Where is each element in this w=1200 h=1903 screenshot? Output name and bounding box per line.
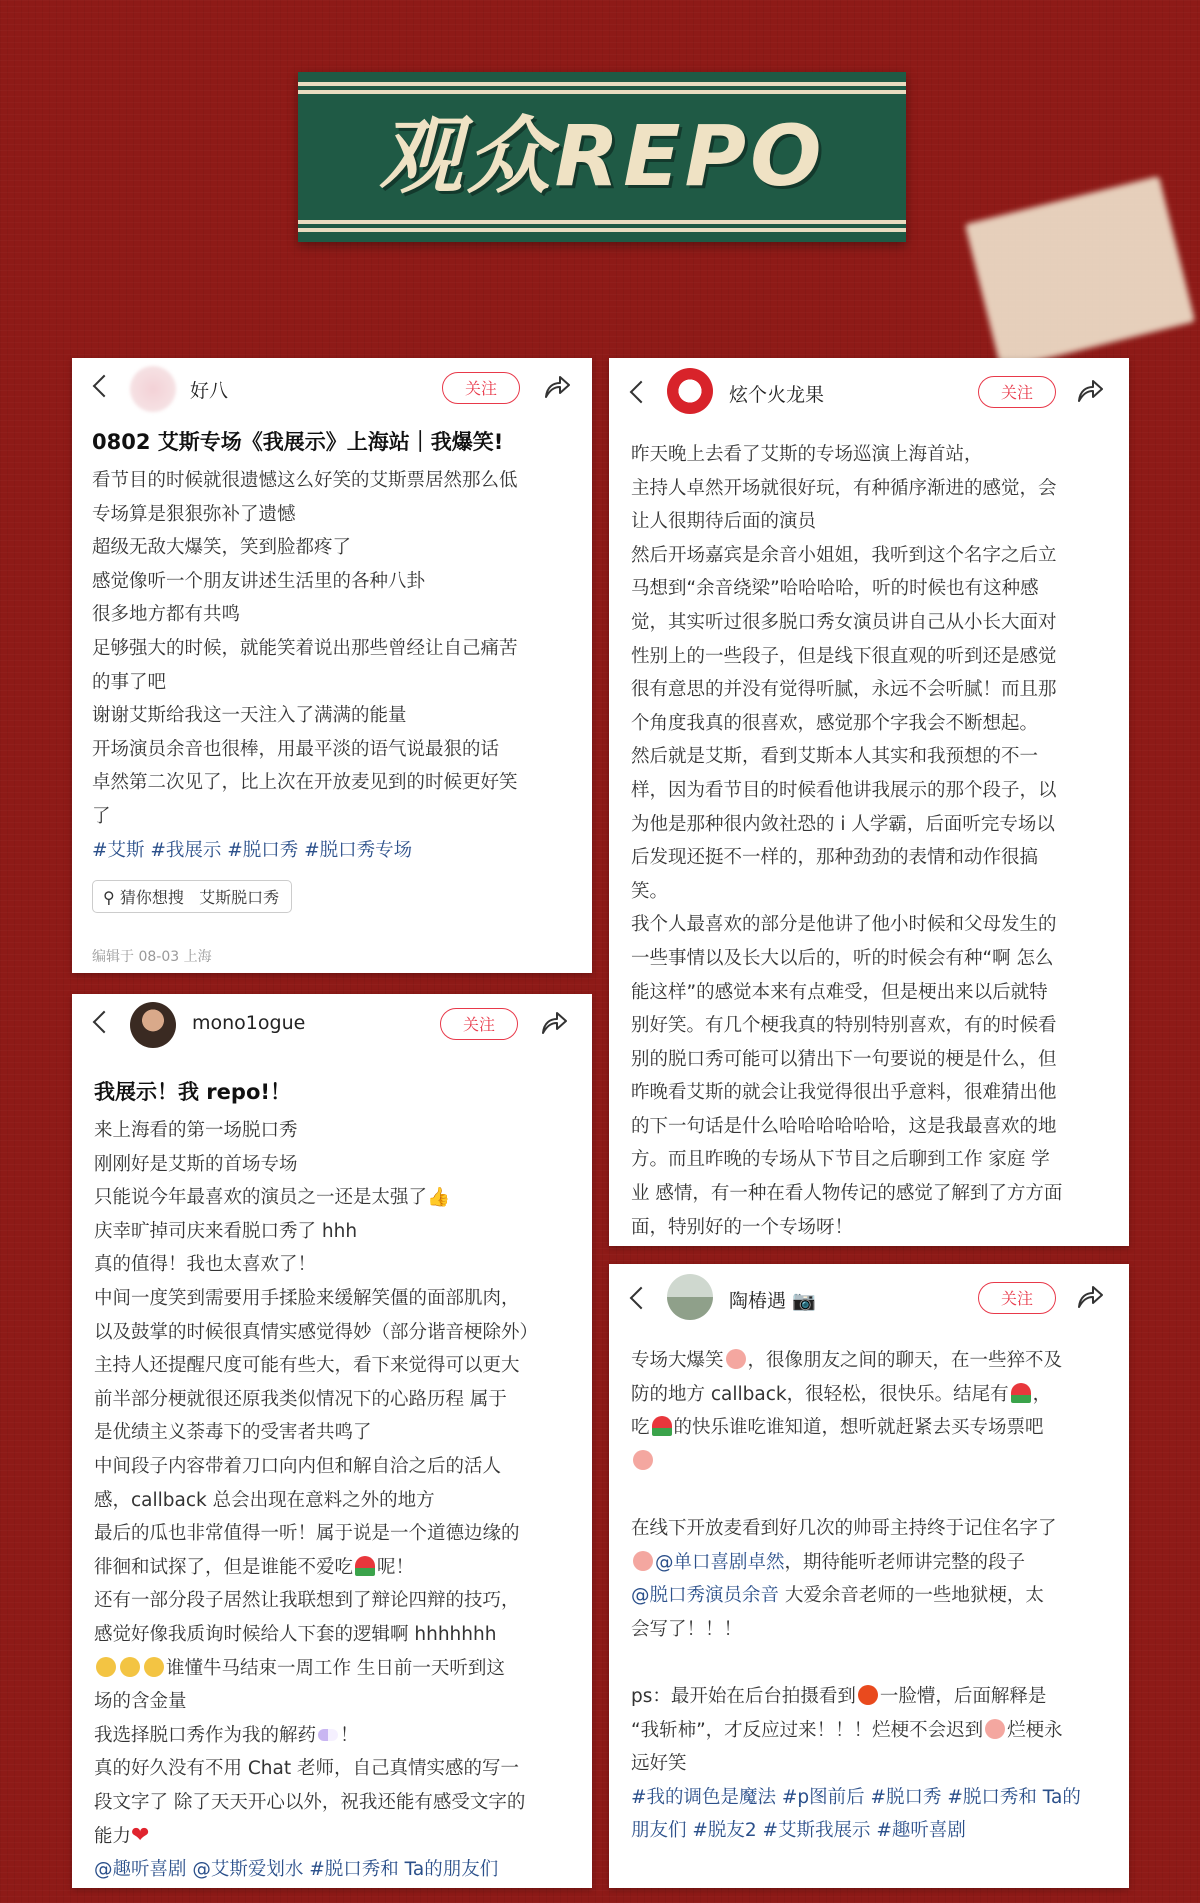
- avatar[interactable]: [667, 368, 713, 414]
- body-line: 在线下开放麦看到好几次的帅哥主持终于记住名字了: [631, 1517, 1057, 1539]
- body-line: 以及鼓掌的时候很真情实感觉得妙（部分谐音梗除外）: [94, 1321, 539, 1343]
- body-line: [631, 1445, 1081, 1479]
- body-line: 真的好久没有不用 Chat 老师，自己真情实感的写一: [94, 1758, 519, 1780]
- back-icon[interactable]: [93, 1011, 116, 1034]
- body-line: 谢谢艾斯给我这一天注入了满满的能量: [92, 705, 407, 727]
- post-card-3: [609, 358, 1129, 1246]
- body-line: 面，特别好的一个专场呀！: [631, 1216, 854, 1238]
- share-icon[interactable]: [1075, 1282, 1105, 1312]
- body-line: 能这样”的感觉本来有点难受，但是梗出来以后就特: [631, 981, 1048, 1003]
- body-line: 中间段子内容带着刀口向内但和解自洽之后的活人: [94, 1455, 502, 1477]
- hashtags[interactable]: #我的调色是魔法 #p图前后 #脱口秀 #脱口秀和 Ta的: [631, 1786, 1081, 1808]
- post-card-2: [72, 994, 592, 1888]
- body-line: 的事了吧: [92, 671, 167, 693]
- body-line: 然后开场嘉宾是余音小姐姐，我听到这个名字之后立: [631, 544, 1057, 566]
- search-prefix: 猜你想搜: [119, 888, 184, 907]
- avatar[interactable]: [667, 1274, 713, 1320]
- body-line: 看节目的时候就很遗憾这么好笑的艾斯票居然那么低: [92, 470, 518, 491]
- body-line: 主持人还提醒尺度可能有些大，看下来觉得可以更大: [94, 1355, 520, 1377]
- body-line: 别好笑。有几个梗我真的特别特别喜欢，有的时候看: [631, 1015, 1057, 1037]
- share-icon[interactable]: [542, 372, 572, 402]
- persimmon-icon: [858, 1685, 878, 1705]
- body-line: 吃 的快乐谁吃谁知道，想听就赶紧去买专场票吧: [631, 1417, 1044, 1439]
- clown-face-icon: [985, 1719, 1005, 1739]
- username[interactable]: 炫个火龙果: [729, 384, 825, 406]
- watermelon-icon: [652, 1416, 672, 1436]
- mention-link[interactable]: @单口喜剧卓然: [655, 1551, 785, 1573]
- post-card-1: [72, 358, 592, 973]
- body-line: 专场大爆笑 ，很像朋友之间的聊天，在一些猝不及: [631, 1350, 1063, 1371]
- share-icon[interactable]: [1075, 376, 1105, 406]
- search-suggestion-chip[interactable]: [92, 880, 292, 913]
- body-line: 然后就是艾斯，看到艾斯本人其实和我预想的不一: [631, 746, 1039, 768]
- body-line: 方。而且昨晚的专场从下节目之后聊到工作 家庭 学: [631, 1149, 1050, 1171]
- share-icon[interactable]: [539, 1008, 569, 1038]
- body-line: 远好笑: [631, 1753, 687, 1775]
- pleading-face-icon: [96, 1657, 116, 1677]
- decorative-paper: [965, 176, 1195, 370]
- follow-button[interactable]: 关注: [442, 372, 520, 404]
- pleading-face-icon: [120, 1657, 140, 1677]
- body-line: 只能说今年最喜欢的演员之一还是太强了👍: [94, 1187, 451, 1209]
- post-title: 我展示！我 repo!！: [94, 1080, 291, 1104]
- heart-icon: ❤: [131, 1823, 150, 1849]
- pleading-face-icon: [144, 1657, 164, 1677]
- body-line: 个角度我真的很喜欢，感觉那个字我会不断想起。: [631, 712, 1039, 734]
- body-line: 是优绩主义荼毒下的受害者共鸣了: [94, 1422, 372, 1444]
- post-title: 0802 艾斯专场《我展示》上海站｜我爆笑!: [92, 430, 504, 454]
- avatar[interactable]: [130, 1002, 176, 1048]
- back-icon[interactable]: [93, 375, 116, 398]
- watermelon-icon: [1011, 1383, 1031, 1403]
- body-line: @单口喜剧卓然，期待能听老师讲完整的段子: [631, 1546, 1081, 1580]
- body-line: 的下一句话是什么哈哈哈哈哈哈，这是我最喜欢的地: [631, 1115, 1057, 1137]
- username[interactable]: mono1ogue: [192, 1012, 306, 1034]
- banner-title: 观众REPO: [378, 107, 826, 205]
- thumbs-up-icon: 👍: [427, 1187, 451, 1209]
- body-line: 我选择脱口秀作为我的解药 ！: [94, 1724, 359, 1746]
- hashtags[interactable]: #艾斯 #我展示 #脱口秀 #脱口秀专场: [92, 839, 413, 861]
- post-card-4: [609, 1264, 1129, 1888]
- body-line: 刚刚好是艾斯的首场专场: [94, 1153, 298, 1175]
- follow-button[interactable]: 关注: [978, 376, 1056, 408]
- laughing-face-icon: [726, 1349, 746, 1369]
- follow-button[interactable]: 关注: [440, 1008, 518, 1040]
- body-line: 前半部分梗就很还原我类似情况下的心路历程 属于: [94, 1388, 507, 1410]
- body-line: 还有一部分段子居然让我联想到了辩论四辩的技巧，: [94, 1590, 520, 1612]
- hashtags[interactable]: 朋友们 #脱友2 #艾斯我展示 #趣听喜剧: [631, 1820, 966, 1842]
- body-line: 真的值得！我也太喜欢了！: [94, 1254, 317, 1276]
- body-line: 感，callback 总会出现在意料之外的地方: [94, 1489, 435, 1511]
- body-line: 开场演员余音也很棒，用最平淡的语气说最狠的话: [92, 738, 500, 760]
- username[interactable]: 好八: [190, 380, 229, 402]
- follow-button[interactable]: 关注: [978, 1282, 1056, 1314]
- body-line: 为他是那种很内敛社恐的 i 人学霸，后面听完专场以: [631, 813, 1055, 835]
- body-line: 谁懂牛马结束一周工作 生日前一天听到这: [94, 1652, 538, 1686]
- title-banner: [298, 72, 906, 242]
- body-line: 足够强大的时候，就能笑着说出那些曾经让自己痛苦: [92, 637, 518, 659]
- body-line: 来上海看的第一场脱口秀: [94, 1120, 298, 1141]
- body-line: 样，因为看节目的时候看他讲我展示的那个段子，以: [631, 779, 1057, 801]
- body-line: 了: [92, 805, 111, 827]
- body-line: 马想到“余音绕梁”哈哈哈哈，听的时候也有这种感: [631, 578, 1039, 600]
- body-line: 会写了！！！: [631, 1618, 743, 1640]
- body-line: 段文字了 除了天天开心以外，祝我还能有感受文字的: [94, 1791, 526, 1813]
- body-line: 超级无敌大爆笑，笑到脸都疼了: [92, 537, 352, 559]
- body-line: 后发现还挺不一样的，那种劲劲的表情和动作很搞: [631, 847, 1039, 869]
- body-line: 主持人卓然开场就很好玩，有种循序渐进的感觉，会: [631, 477, 1057, 499]
- search-icon: ⚲: [103, 888, 115, 907]
- body-line: 庆幸旷掉司庆来看脱口秀了 hhh: [94, 1220, 358, 1242]
- body-line: 专场算是狠狠弥补了遗憾: [92, 503, 296, 525]
- body-line: 很有意思的并没有觉得听腻，永远不会听腻！而且那: [631, 679, 1057, 701]
- body-line: 一些事情以及长大以后的，听的时候会有种“啊 怎么: [631, 947, 1054, 969]
- body-line: 防的地方 callback，很轻松，很快乐。结尾有 ，: [631, 1383, 1052, 1405]
- body-line: 觉，其实听过很多脱口秀女演员讲自己从小长大面对: [631, 611, 1057, 633]
- body-line: 业 感情，有一种在看人物传记的感觉了解到了方方面: [631, 1183, 1063, 1205]
- avatar[interactable]: [130, 366, 176, 412]
- back-icon[interactable]: [630, 1287, 653, 1310]
- body-line: 笑。: [631, 880, 669, 902]
- body-line: 卓然第二次见了，比上次在开放麦见到的时候更好笑: [92, 772, 518, 794]
- body-line: 场的含金量: [94, 1691, 187, 1713]
- body-line: 徘徊和试探了，但是谁能不爱吃 呢！: [94, 1556, 415, 1578]
- body-line: 性别上的一些段子，但是线下很直观的听到还是感觉: [631, 645, 1057, 667]
- laughing-face-icon: [633, 1450, 653, 1470]
- body-line: 昨晚看艾斯的就会让我觉得很出乎意料，很难猜出他: [631, 1082, 1057, 1104]
- body-line: 别的脱口秀可能可以猜出下一句要说的梗是什么，但: [631, 1048, 1057, 1070]
- edit-meta: 编辑于 08-03 上海: [92, 949, 212, 965]
- back-icon[interactable]: [630, 381, 653, 404]
- body-line: 中间一度笑到需要用手揉脸来缓解笑僵的面部肌肉，: [94, 1287, 520, 1309]
- watermelon-icon: [355, 1556, 375, 1576]
- camera-icon: 📷: [792, 1290, 816, 1312]
- laughing-face-icon: [633, 1551, 653, 1571]
- body-line: 昨天晚上去看了艾斯的专场巡演上海首站，: [631, 444, 983, 465]
- hashtags[interactable]: @趣听喜剧 @艾斯爱划水 #脱口秀和 Ta的朋友们: [94, 1859, 499, 1881]
- username[interactable]: 陶椿遇 📷: [729, 1290, 816, 1312]
- search-term: 艾斯脱口秀: [199, 888, 280, 907]
- body-line: 感觉好像我质询时候给人下套的逻辑啊 hhhhhhh: [94, 1623, 497, 1645]
- body-line: ps：最开始在后台拍摄看到 一脸懵，后面解释是: [631, 1685, 1047, 1707]
- body-line: 很多地方都有共鸣: [92, 604, 241, 626]
- body-line: 能力❤: [94, 1823, 150, 1849]
- body-line: 我个人最喜欢的部分是他讲了他小时候和父母发生的: [631, 914, 1057, 936]
- body-line: 最后的瓜也非常值得一听！属于说是一个道德边缘的: [94, 1523, 520, 1545]
- body-line: “我斩柿”，才反应过来！！！烂梗不会迟到 烂梗永: [631, 1719, 1063, 1741]
- body-line: 让人很期待后面的演员: [631, 511, 817, 533]
- mention-link[interactable]: @脱口秀演员余音: [631, 1585, 780, 1607]
- body-line: 感觉像听一个朋友讲述生活里的各种八卦: [92, 570, 426, 592]
- body-line: @脱口秀演员余音 大爱余音老师的一些地狱梗，太: [631, 1585, 1044, 1607]
- pill-icon: [318, 1729, 338, 1741]
